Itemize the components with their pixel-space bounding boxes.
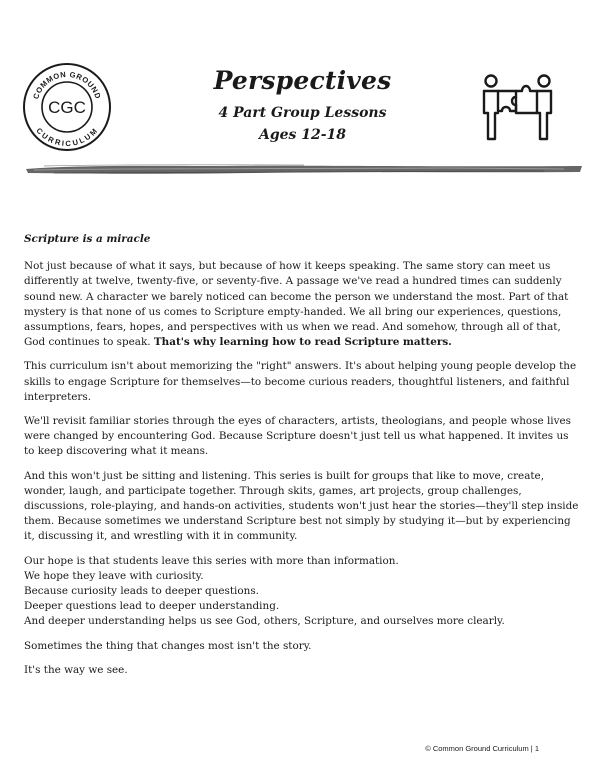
common-ground-curriculum-seal-icon — [22, 62, 112, 152]
page-footer: © Common Ground Curriculum | 1 — [425, 744, 539, 753]
section-heading: Scripture is a miracle — [24, 233, 151, 245]
paragraph-3: We'll revisit familiar stories through the eyes of characters, artists, theologians, and people whose lives were changed by encountering God. Because Scripture doesn't just tell us what happened. It invites us to keep discovering what it means. — [24, 415, 571, 458]
logo-initials: CGC — [48, 98, 86, 117]
body-content — [24, 232, 582, 687]
hope-stanza — [24, 554, 582, 630]
page-title: Perspectives — [213, 66, 392, 95]
paragraph-4: And this won't just be sitting and listening. This series is built for groups that like to move, create, wonder, laugh, and participate together. Through skits, games, art projects, group challenges, discussions, role-playing, and hands-on activities, students won't just hear the stories—they'll step inside them. Because sometimes we understand Scripture best not simply by studying it—but by experiencing it, discussing it, and wrestling with it in community. — [24, 469, 579, 543]
hope-line: And deeper understanding helps us see God, others, Scripture, and ourselves more clearly. — [24, 615, 505, 628]
subtitle: 4 Part Group Lessons — [218, 105, 387, 121]
paragraph-6: Sometimes the thing that changes most isn't the story. — [24, 639, 312, 652]
svg-text:CURRICULUM — [34, 126, 99, 148]
paragraph-1-text: Not just because of what it says, but because of how it keeps speaking. The same story can meet us differently at twelve, twenty-five, or seventy-five. A passage we've read a hundred times can suddenly sound new. A character we barely noticed can become the person we understand the most. Part of that mystery is that none of us comes to Scripture empty-handed. We all bring our experiences, questions, assumptions, fears, hopes, and perspectives with us when we read. And somehow, through all of that, God continues to speak. — [24, 260, 569, 349]
logo-bottom-arc: CURRICULUM — [34, 126, 100, 149]
hope-line: Our hope is that students leave this series with more than information. — [24, 554, 399, 567]
svg-text:COMMON GROUND — [31, 70, 103, 100]
hope-line: We hope they leave with curiosity. — [24, 569, 204, 582]
paragraph-7: It's the way we see. — [24, 663, 128, 676]
brush-divider — [24, 160, 584, 180]
hope-line: Deeper questions lead to deeper understanding. — [24, 600, 280, 613]
paragraph-1-emphasis: That's why learning how to read Scripture matters. — [153, 336, 452, 349]
hope-line: Because curiosity leads to deeper questions. — [24, 585, 259, 598]
age-range: Ages 12-18 — [258, 127, 347, 143]
paragraph-2: This curriculum isn't about memorizing the "right" answers. It's about helping young people develop the skills to engage Scripture for themselves—to become curious readers, thoughtful listeners, and faithful interpreters. — [24, 360, 577, 403]
people-puzzle-icon — [480, 73, 555, 143]
logo-top-arc: COMMON GROUND — [31, 69, 103, 101]
paragraph-1 — [24, 259, 582, 350]
